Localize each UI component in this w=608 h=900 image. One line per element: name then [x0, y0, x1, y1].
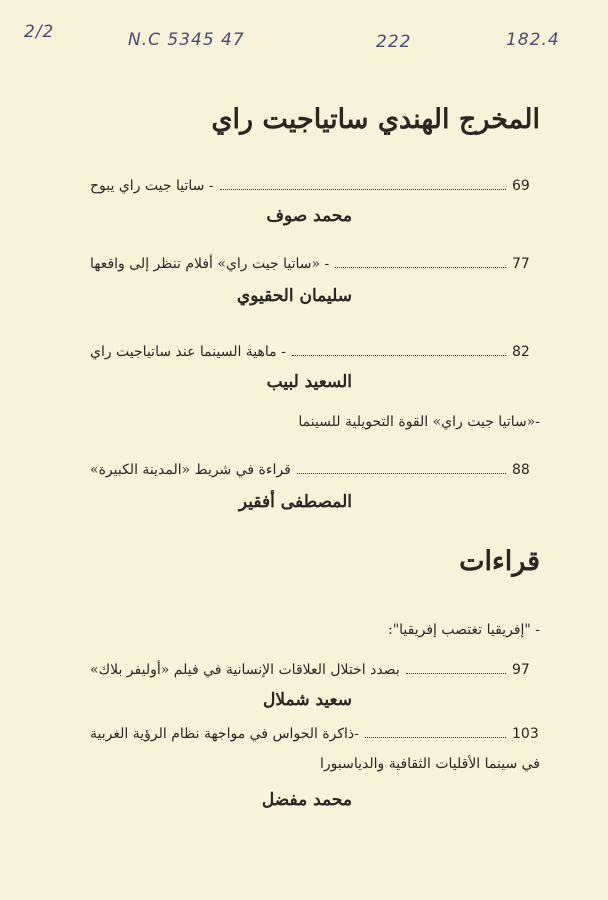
dot-leader	[297, 472, 506, 474]
section-title: قراءات	[459, 546, 540, 577]
toc-entry	[90, 656, 540, 678]
handwritten-left-mark: 2/2	[24, 22, 55, 42]
entry-title-line: - "إفريقيا تغتصب إفريقيا":	[388, 622, 540, 638]
entry-author: محمد مفضل	[261, 790, 352, 810]
entry-author: سعيد شملال	[263, 690, 352, 710]
page-number: 69	[512, 178, 530, 194]
entry-author: محمد صوف	[266, 206, 352, 226]
section-title: المخرج الهندي ساتياجيت راي	[211, 104, 540, 135]
entry-title: - «ساتيا جيت راي» أفلام تنظر إلى واقعها	[90, 256, 330, 272]
dot-leader	[365, 736, 506, 738]
handwritten-center-mark: 222	[376, 32, 412, 52]
dot-leader	[406, 672, 506, 674]
page-number: 88	[512, 462, 530, 478]
entry-author: المصطفى أفقير	[238, 492, 352, 512]
entry-title: -ذاكرة الحواس في مواجهة نظام الرؤية الغربية	[90, 726, 359, 742]
dot-leader	[220, 188, 506, 190]
entry-title-line: -«ساتيا جيت راي» القوة التحويلية للسينما	[298, 414, 540, 430]
toc-entry	[90, 456, 540, 478]
toc-entry	[90, 720, 540, 742]
entry-title: - ساتيا جيت راي يبوح	[90, 178, 214, 194]
page-number: 103	[512, 726, 539, 742]
dot-leader	[335, 266, 506, 268]
entry-title: - ماهية السينما عند ساتياجيت راي	[90, 344, 286, 360]
handwritten-right-mark: 182.4	[506, 30, 560, 50]
dot-leader	[292, 354, 506, 356]
toc-entry	[90, 250, 540, 272]
page-number: 82	[512, 344, 530, 360]
entry-title: قراءة في شريط «المدينة الكبيرة»	[90, 462, 291, 478]
entry-title-line: في سينما الأقليات الثقافية والدياسبورا	[320, 756, 540, 772]
entry-author: سليمان الحقيوي	[236, 286, 352, 306]
page-number: 77	[512, 256, 530, 272]
toc-entry	[90, 172, 540, 194]
page-number: 97	[512, 662, 530, 678]
toc-entry	[90, 338, 540, 360]
entry-title: بصدد اختلال العلاقات الإنسانية في فيلم «أوليفر بلاك»	[90, 662, 400, 678]
handwritten-catalog-number: N.C 5345 47	[128, 30, 245, 50]
entry-author: السعيد لبيب	[266, 372, 352, 392]
